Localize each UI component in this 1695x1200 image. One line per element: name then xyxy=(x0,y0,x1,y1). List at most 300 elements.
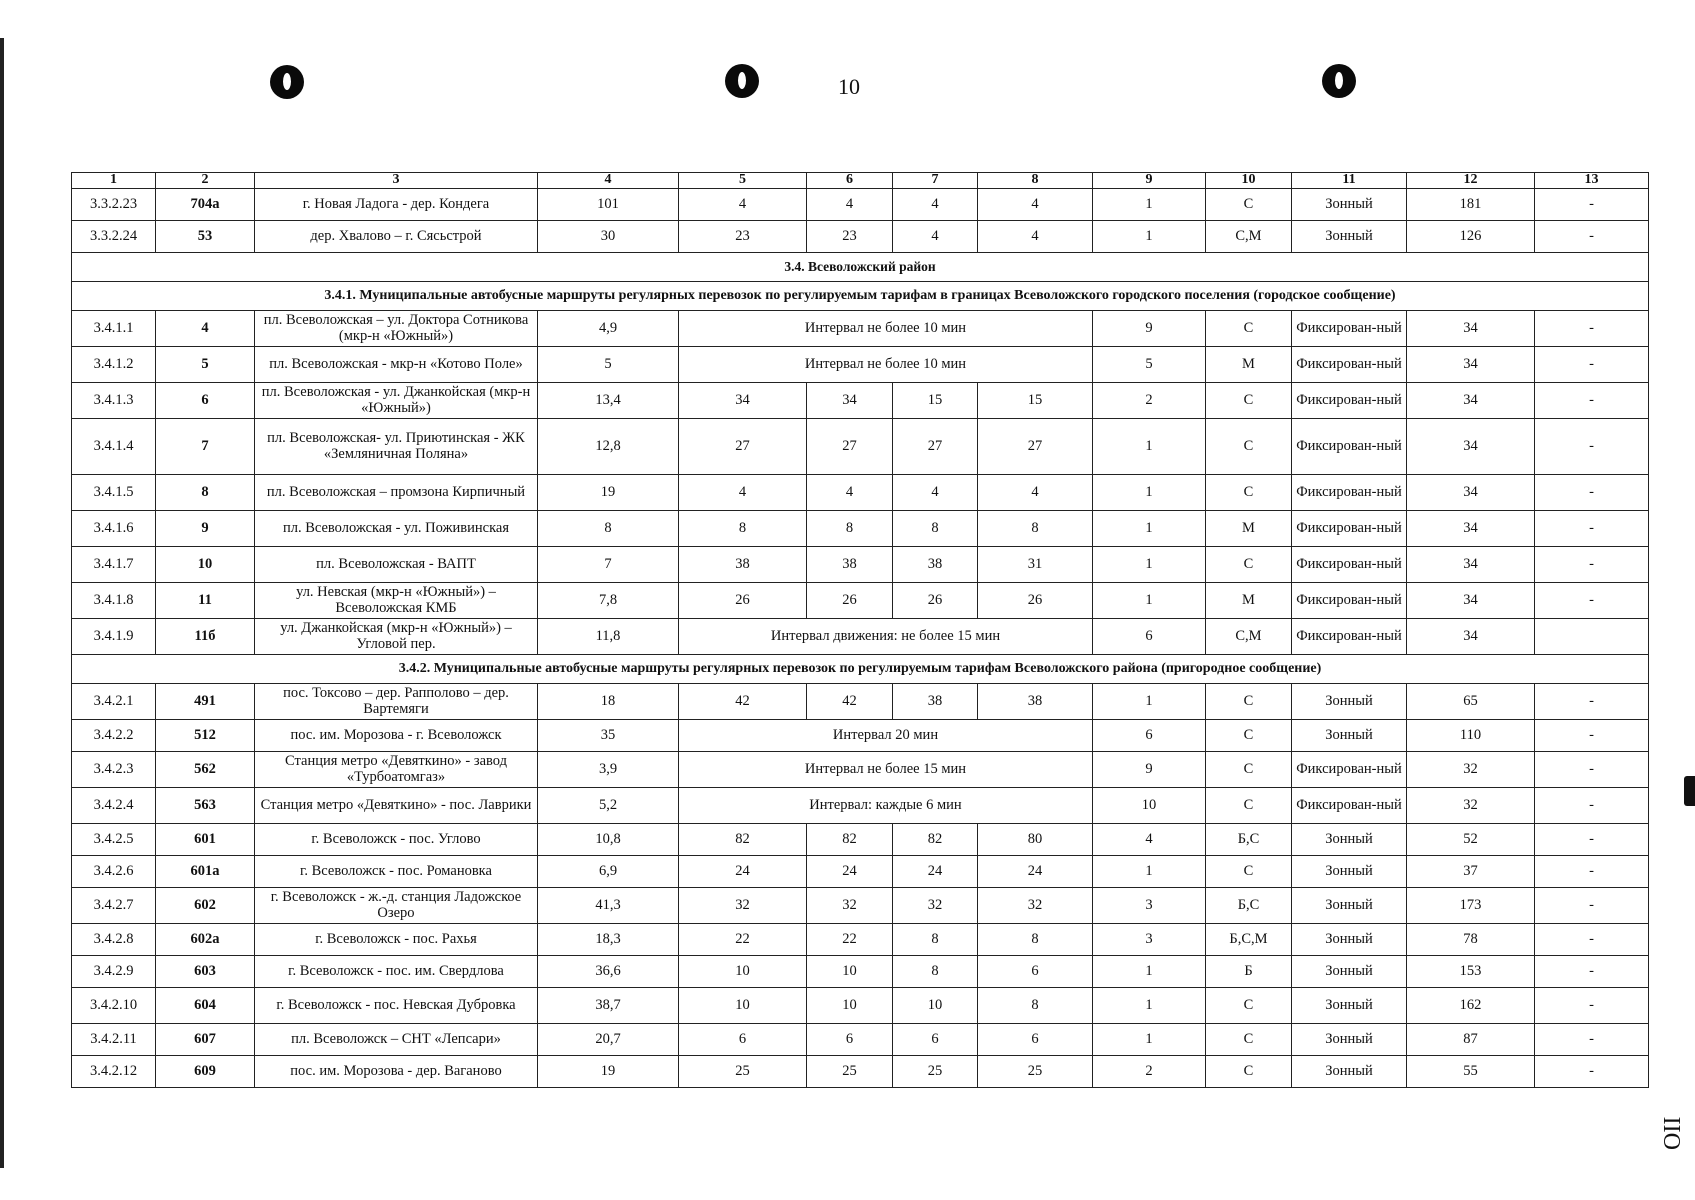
fare-cell: 162 xyxy=(1407,988,1535,1024)
tariff-type-cell: Зонный xyxy=(1292,824,1407,856)
tariff-type-cell: Фиксирован-ный xyxy=(1292,547,1407,583)
row-number-cell: 3.3.2.24 xyxy=(72,221,156,253)
route-number-cell: 512 xyxy=(156,720,255,752)
note-cell: - xyxy=(1535,383,1649,419)
value-cell-6: 32 xyxy=(807,888,893,924)
tariff-type-cell: Фиксирован-ный xyxy=(1292,475,1407,511)
routes-table xyxy=(71,172,1649,1088)
route-length-cell: 11,8 xyxy=(538,619,679,655)
fare-cell: 34 xyxy=(1407,547,1535,583)
value-cell-5: 27 xyxy=(679,419,807,475)
fare-cell: 34 xyxy=(1407,619,1535,655)
subsection-title-1-row xyxy=(72,282,1649,311)
vehicle-class-cell: С xyxy=(1206,311,1292,347)
value-cell-8: 8 xyxy=(978,511,1093,547)
route-name-cell: г. Всеволожск - пос. Рахья xyxy=(255,924,538,956)
value-cell-5: 4 xyxy=(679,475,807,511)
note-cell: - xyxy=(1535,419,1649,475)
value-cell-5: 8 xyxy=(679,511,807,547)
row-number-cell: 3.4.2.1 xyxy=(72,684,156,720)
value-cell-7: 8 xyxy=(893,956,978,988)
row-number-cell: 3.4.1.7 xyxy=(72,547,156,583)
table-row xyxy=(72,383,1649,419)
value-cell-5: 25 xyxy=(679,1056,807,1088)
tariff-type-cell: Зонный xyxy=(1292,888,1407,924)
vehicle-count-cell: 1 xyxy=(1093,221,1206,253)
table-row xyxy=(72,684,1649,720)
note-cell: - xyxy=(1535,221,1649,253)
note-cell: - xyxy=(1535,856,1649,888)
tariff-type-cell: Зонный xyxy=(1292,956,1407,988)
vehicle-class-cell: С,М xyxy=(1206,619,1292,655)
section-title-row xyxy=(72,253,1649,282)
value-cell-7: 4 xyxy=(893,475,978,511)
col-num-11: 11 xyxy=(1292,173,1407,189)
note-cell: - xyxy=(1535,547,1649,583)
route-length-cell: 30 xyxy=(538,221,679,253)
route-number-cell: 601 xyxy=(156,824,255,856)
tariff-type-cell: Зонный xyxy=(1292,221,1407,253)
fare-cell: 34 xyxy=(1407,511,1535,547)
route-number-cell: 491 xyxy=(156,684,255,720)
row-number-cell: 3.4.2.6 xyxy=(72,856,156,888)
table-row xyxy=(72,720,1649,752)
vehicle-class-cell: С xyxy=(1206,1024,1292,1056)
vehicle-class-cell: С xyxy=(1206,189,1292,221)
vehicle-count-cell: 1 xyxy=(1093,547,1206,583)
vehicle-class-cell: С xyxy=(1206,752,1292,788)
table-body xyxy=(72,173,1649,1088)
vehicle-count-cell: 6 xyxy=(1093,720,1206,752)
value-cell-8: 4 xyxy=(978,189,1093,221)
vehicle-count-cell: 1 xyxy=(1093,475,1206,511)
table-row xyxy=(72,511,1649,547)
route-name-cell: ул. Невская (мкр-н «Южный») – Всеволожская КМБ xyxy=(255,583,538,619)
route-number-cell: 53 xyxy=(156,221,255,253)
subsection-title-2: 3.4.2. Муниципальные автобусные маршруты регулярных перевозок по регулируемым тарифам Всеволожского района (пригородное сообщение) xyxy=(72,655,1649,684)
value-cell-7: 4 xyxy=(893,221,978,253)
vehicle-count-cell: 1 xyxy=(1093,511,1206,547)
value-cell-7: 6 xyxy=(893,1024,978,1056)
row-number-cell: 3.4.1.1 xyxy=(72,311,156,347)
value-cell-8: 6 xyxy=(978,956,1093,988)
vehicle-class-cell: С,М xyxy=(1206,221,1292,253)
vehicle-class-cell: Б,С xyxy=(1206,824,1292,856)
note-cell: - xyxy=(1535,1056,1649,1088)
tariff-type-cell: Зонный xyxy=(1292,924,1407,956)
row-number-cell: 3.4.2.4 xyxy=(72,788,156,824)
route-length-cell: 6,9 xyxy=(538,856,679,888)
note-cell: - xyxy=(1535,888,1649,924)
route-number-cell: 604 xyxy=(156,988,255,1024)
vehicle-class-cell: С xyxy=(1206,720,1292,752)
tariff-type-cell: Фиксирован-ный xyxy=(1292,752,1407,788)
vehicle-class-cell: С xyxy=(1206,383,1292,419)
fare-cell: 52 xyxy=(1407,824,1535,856)
fare-cell: 153 xyxy=(1407,956,1535,988)
route-length-cell: 36,6 xyxy=(538,956,679,988)
tariff-type-cell: Фиксирован-ный xyxy=(1292,788,1407,824)
value-cell-8: 31 xyxy=(978,547,1093,583)
interval-merged-cell: Интервал не более 10 мин xyxy=(679,311,1093,347)
row-number-cell: 3.4.1.4 xyxy=(72,419,156,475)
table-row xyxy=(72,189,1649,221)
table-row xyxy=(72,856,1649,888)
value-cell-7: 10 xyxy=(893,988,978,1024)
value-cell-6: 22 xyxy=(807,924,893,956)
vehicle-count-cell: 2 xyxy=(1093,1056,1206,1088)
tariff-type-cell: Фиксирован-ный xyxy=(1292,619,1407,655)
vehicle-class-cell: М xyxy=(1206,347,1292,383)
vehicle-count-cell: 10 xyxy=(1093,788,1206,824)
tariff-type-cell: Зонный xyxy=(1292,189,1407,221)
value-cell-7: 4 xyxy=(893,189,978,221)
col-num-12: 12 xyxy=(1407,173,1535,189)
vehicle-class-cell: С xyxy=(1206,856,1292,888)
row-number-cell: 3.4.1.8 xyxy=(72,583,156,619)
route-number-cell: 10 xyxy=(156,547,255,583)
punch-hole-left xyxy=(270,65,304,99)
route-length-cell: 101 xyxy=(538,189,679,221)
route-number-cell: 602 xyxy=(156,888,255,924)
vehicle-class-cell: Б xyxy=(1206,956,1292,988)
fare-cell: 32 xyxy=(1407,752,1535,788)
route-name-cell: пл. Всеволожская- ул. Приютинская - ЖК «Земляничная Поляна» xyxy=(255,419,538,475)
fare-cell: 173 xyxy=(1407,888,1535,924)
vehicle-class-cell: С xyxy=(1206,1056,1292,1088)
value-cell-5: 10 xyxy=(679,988,807,1024)
route-name-cell: г. Новая Ладога - дер. Кондега xyxy=(255,189,538,221)
route-length-cell: 5 xyxy=(538,347,679,383)
value-cell-6: 25 xyxy=(807,1056,893,1088)
value-cell-5: 4 xyxy=(679,189,807,221)
tariff-type-cell: Фиксирован-ный xyxy=(1292,347,1407,383)
tariff-type-cell: Фиксирован-ный xyxy=(1292,511,1407,547)
note-cell: - xyxy=(1535,189,1649,221)
table-row xyxy=(72,752,1649,788)
route-name-cell: Станция метро «Девяткино» - пос. Лаврики xyxy=(255,788,538,824)
value-cell-8: 24 xyxy=(978,856,1093,888)
row-number-cell: 3.4.2.5 xyxy=(72,824,156,856)
value-cell-6: 42 xyxy=(807,684,893,720)
vehicle-count-cell: 2 xyxy=(1093,383,1206,419)
vehicle-count-cell: 1 xyxy=(1093,988,1206,1024)
value-cell-8: 27 xyxy=(978,419,1093,475)
row-number-cell: 3.4.2.3 xyxy=(72,752,156,788)
col-num-4: 4 xyxy=(538,173,679,189)
value-cell-8: 6 xyxy=(978,1024,1093,1056)
page-number: 10 xyxy=(838,74,860,99)
route-name-cell: пл. Всеволожская – промзона Кирпичный xyxy=(255,475,538,511)
route-length-cell: 18,3 xyxy=(538,924,679,956)
value-cell-7: 24 xyxy=(893,856,978,888)
punch-hole-center xyxy=(725,64,759,98)
value-cell-6: 23 xyxy=(807,221,893,253)
value-cell-5: 6 xyxy=(679,1024,807,1056)
route-name-cell: пос. Токсово – дер. Рапполово – дер. Вартемяги xyxy=(255,684,538,720)
tariff-type-cell: Зонный xyxy=(1292,988,1407,1024)
note-cell: - xyxy=(1535,684,1649,720)
vehicle-count-cell: 1 xyxy=(1093,189,1206,221)
table-row xyxy=(72,547,1649,583)
value-cell-8: 8 xyxy=(978,924,1093,956)
table-row xyxy=(72,419,1649,475)
value-cell-8: 4 xyxy=(978,475,1093,511)
col-num-5: 5 xyxy=(679,173,807,189)
vehicle-class-cell: Б,С xyxy=(1206,888,1292,924)
value-cell-5: 34 xyxy=(679,383,807,419)
route-length-cell: 4,9 xyxy=(538,311,679,347)
note-cell: - xyxy=(1535,583,1649,619)
table-row xyxy=(72,924,1649,956)
fare-cell: 34 xyxy=(1407,583,1535,619)
route-number-cell: 704а xyxy=(156,189,255,221)
fare-cell: 181 xyxy=(1407,189,1535,221)
route-length-cell: 5,2 xyxy=(538,788,679,824)
col-num-9: 9 xyxy=(1093,173,1206,189)
col-num-7: 7 xyxy=(893,173,978,189)
route-name-cell: пос. им. Морозова - г. Всеволожск xyxy=(255,720,538,752)
col-num-3: 3 xyxy=(255,173,538,189)
tariff-type-cell: Фиксирован-ный xyxy=(1292,383,1407,419)
value-cell-6: 4 xyxy=(807,475,893,511)
vehicle-count-cell: 6 xyxy=(1093,619,1206,655)
tariff-type-cell: Зонный xyxy=(1292,684,1407,720)
value-cell-8: 4 xyxy=(978,221,1093,253)
row-number-cell: 3.4.1.6 xyxy=(72,511,156,547)
note-cell: - xyxy=(1535,924,1649,956)
interval-merged-cell: Интервал 20 мин xyxy=(679,720,1093,752)
value-cell-7: 82 xyxy=(893,824,978,856)
fare-cell: 126 xyxy=(1407,221,1535,253)
value-cell-8: 32 xyxy=(978,888,1093,924)
interval-merged-cell: Интервал не более 15 мин xyxy=(679,752,1093,788)
interval-merged-cell: Интервал: каждые 6 мин xyxy=(679,788,1093,824)
tariff-type-cell: Зонный xyxy=(1292,856,1407,888)
value-cell-7: 27 xyxy=(893,419,978,475)
value-cell-7: 8 xyxy=(893,924,978,956)
note-cell: - xyxy=(1535,511,1649,547)
table-row xyxy=(72,788,1649,824)
row-number-cell: 3.4.2.11 xyxy=(72,1024,156,1056)
note-cell: - xyxy=(1535,788,1649,824)
value-cell-7: 25 xyxy=(893,1056,978,1088)
route-name-cell: пл. Всеволожская - мкр-н «Котово Поле» xyxy=(255,347,538,383)
table-row xyxy=(72,619,1649,655)
route-number-cell: 601а xyxy=(156,856,255,888)
table-row xyxy=(72,475,1649,511)
route-length-cell: 35 xyxy=(538,720,679,752)
tariff-type-cell: Фиксирован-ный xyxy=(1292,583,1407,619)
fare-cell: 32 xyxy=(1407,788,1535,824)
note-cell: - xyxy=(1535,1024,1649,1056)
vehicle-class-cell: М xyxy=(1206,583,1292,619)
value-cell-6: 27 xyxy=(807,419,893,475)
route-name-cell: пл. Всеволожская - ул. Джанкойская (мкр-н «Южный») xyxy=(255,383,538,419)
value-cell-8: 26 xyxy=(978,583,1093,619)
value-cell-7: 38 xyxy=(893,547,978,583)
value-cell-6: 6 xyxy=(807,1024,893,1056)
route-length-cell: 7,8 xyxy=(538,583,679,619)
route-number-cell: 563 xyxy=(156,788,255,824)
route-name-cell: пл. Всеволожская - ул. Поживинская xyxy=(255,511,538,547)
value-cell-5: 24 xyxy=(679,856,807,888)
value-cell-8: 80 xyxy=(978,824,1093,856)
route-length-cell: 7 xyxy=(538,547,679,583)
route-number-cell: 603 xyxy=(156,956,255,988)
route-name-cell: дер. Хвалово – г. Сясьстрой xyxy=(255,221,538,253)
route-length-cell: 38,7 xyxy=(538,988,679,1024)
vehicle-class-cell: С xyxy=(1206,788,1292,824)
value-cell-5: 38 xyxy=(679,547,807,583)
vehicle-count-cell: 1 xyxy=(1093,856,1206,888)
value-cell-6: 34 xyxy=(807,383,893,419)
route-number-cell: 602а xyxy=(156,924,255,956)
table-row xyxy=(72,988,1649,1024)
note-cell: - xyxy=(1535,347,1649,383)
col-num-13: 13 xyxy=(1535,173,1649,189)
route-number-cell: 11б xyxy=(156,619,255,655)
route-number-cell: 7 xyxy=(156,419,255,475)
fare-cell: 87 xyxy=(1407,1024,1535,1056)
note-cell: - xyxy=(1535,824,1649,856)
fare-cell: 34 xyxy=(1407,475,1535,511)
col-num-8: 8 xyxy=(978,173,1093,189)
note-cell: - xyxy=(1535,311,1649,347)
col-num-10: 10 xyxy=(1206,173,1292,189)
fare-cell: 34 xyxy=(1407,419,1535,475)
route-number-cell: 6 xyxy=(156,383,255,419)
vehicle-count-cell: 1 xyxy=(1093,419,1206,475)
vehicle-count-cell: 3 xyxy=(1093,888,1206,924)
vehicle-count-cell: 3 xyxy=(1093,924,1206,956)
note-cell: - xyxy=(1535,720,1649,752)
value-cell-6: 38 xyxy=(807,547,893,583)
route-name-cell: г. Всеволожск - пос. Романовка xyxy=(255,856,538,888)
vehicle-class-cell: С xyxy=(1206,684,1292,720)
row-number-cell: 3.3.2.23 xyxy=(72,189,156,221)
route-length-cell: 8 xyxy=(538,511,679,547)
value-cell-5: 22 xyxy=(679,924,807,956)
route-length-cell: 20,7 xyxy=(538,1024,679,1056)
row-number-cell: 3.4.1.9 xyxy=(72,619,156,655)
vehicle-count-cell: 1 xyxy=(1093,1024,1206,1056)
vehicle-count-cell: 1 xyxy=(1093,684,1206,720)
col-num-1: 1 xyxy=(72,173,156,189)
value-cell-5: 26 xyxy=(679,583,807,619)
value-cell-8: 25 xyxy=(978,1056,1093,1088)
route-number-cell: 4 xyxy=(156,311,255,347)
vehicle-count-cell: 9 xyxy=(1093,311,1206,347)
handwritten-annotation: OII xyxy=(1660,1116,1686,1150)
row-number-cell: 3.4.1.2 xyxy=(72,347,156,383)
vehicle-count-cell: 9 xyxy=(1093,752,1206,788)
value-cell-6: 82 xyxy=(807,824,893,856)
tariff-type-cell: Зонный xyxy=(1292,1024,1407,1056)
note-cell: - xyxy=(1535,752,1649,788)
route-name-cell: пос. им. Морозова - дер. Ваганово xyxy=(255,1056,538,1088)
value-cell-5: 10 xyxy=(679,956,807,988)
tariff-type-cell: Фиксирован-ный xyxy=(1292,419,1407,475)
route-name-cell: ул. Джанкойская (мкр-н «Южный») – Угловой пер. xyxy=(255,619,538,655)
route-length-cell: 12,8 xyxy=(538,419,679,475)
value-cell-5: 82 xyxy=(679,824,807,856)
vehicle-class-cell: С xyxy=(1206,547,1292,583)
vehicle-class-cell: С xyxy=(1206,475,1292,511)
value-cell-6: 24 xyxy=(807,856,893,888)
note-cell: - xyxy=(1535,475,1649,511)
row-number-cell: 3.4.2.10 xyxy=(72,988,156,1024)
route-name-cell: Станция метро «Девяткино» - завод «Турбоатомгаз» xyxy=(255,752,538,788)
table-row xyxy=(72,1056,1649,1088)
value-cell-7: 8 xyxy=(893,511,978,547)
vehicle-count-cell: 5 xyxy=(1093,347,1206,383)
route-name-cell: пл. Всеволожская – ул. Доктора Сотникова (мкр-н «Южный») xyxy=(255,311,538,347)
row-number-cell: 3.4.2.12 xyxy=(72,1056,156,1088)
table-row xyxy=(72,221,1649,253)
vehicle-class-cell: Б,С,М xyxy=(1206,924,1292,956)
tariff-type-cell: Зонный xyxy=(1292,1056,1407,1088)
route-length-cell: 3,9 xyxy=(538,752,679,788)
row-number-cell: 3.4.2.7 xyxy=(72,888,156,924)
value-cell-7: 26 xyxy=(893,583,978,619)
value-cell-6: 4 xyxy=(807,189,893,221)
fare-cell: 110 xyxy=(1407,720,1535,752)
value-cell-6: 8 xyxy=(807,511,893,547)
vehicle-count-cell: 4 xyxy=(1093,824,1206,856)
vehicle-count-cell: 1 xyxy=(1093,583,1206,619)
vehicle-class-cell: С xyxy=(1206,988,1292,1024)
note-cell xyxy=(1535,619,1649,655)
route-name-cell: пл. Всеволожск – СНТ «Лепсари» xyxy=(255,1024,538,1056)
value-cell-8: 15 xyxy=(978,383,1093,419)
route-number-cell: 5 xyxy=(156,347,255,383)
table-row xyxy=(72,1024,1649,1056)
route-number-cell: 11 xyxy=(156,583,255,619)
vehicle-count-cell: 1 xyxy=(1093,956,1206,988)
row-number-cell: 3.4.1.3 xyxy=(72,383,156,419)
value-cell-5: 32 xyxy=(679,888,807,924)
subsection-title-2-row xyxy=(72,655,1649,684)
table-row xyxy=(72,583,1649,619)
route-length-cell: 19 xyxy=(538,1056,679,1088)
fare-cell: 34 xyxy=(1407,383,1535,419)
fare-cell: 34 xyxy=(1407,347,1535,383)
value-cell-7: 15 xyxy=(893,383,978,419)
route-number-cell: 562 xyxy=(156,752,255,788)
route-name-cell: г. Всеволожск - пос. Углово xyxy=(255,824,538,856)
fare-cell: 37 xyxy=(1407,856,1535,888)
interval-merged-cell: Интервал движения: не более 15 мин xyxy=(679,619,1093,655)
route-length-cell: 13,4 xyxy=(538,383,679,419)
row-number-cell: 3.4.2.2 xyxy=(72,720,156,752)
route-number-cell: 607 xyxy=(156,1024,255,1056)
value-cell-6: 26 xyxy=(807,583,893,619)
table-row xyxy=(72,824,1649,856)
row-number-cell: 3.4.1.5 xyxy=(72,475,156,511)
fare-cell: 34 xyxy=(1407,311,1535,347)
col-num-2: 2 xyxy=(156,173,255,189)
route-name-cell: пл. Всеволожская - ВАПТ xyxy=(255,547,538,583)
scan-right-mark xyxy=(1684,776,1695,806)
route-name-cell: г. Всеволожск - пос. им. Свердлова xyxy=(255,956,538,988)
tariff-type-cell: Зонный xyxy=(1292,720,1407,752)
route-length-cell: 19 xyxy=(538,475,679,511)
value-cell-8: 38 xyxy=(978,684,1093,720)
route-number-cell: 609 xyxy=(156,1056,255,1088)
route-name-cell: г. Всеволожск - ж.-д. станция Ладожское Озеро xyxy=(255,888,538,924)
route-length-cell: 10,8 xyxy=(538,824,679,856)
